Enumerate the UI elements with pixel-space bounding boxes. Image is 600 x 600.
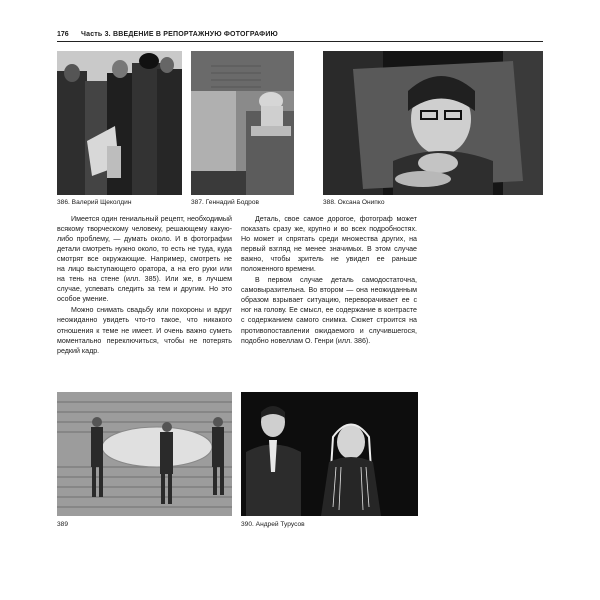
caption-388: 388. Оксана Онипко	[323, 199, 385, 206]
caption-387: 387. Геннадий Бодров	[191, 199, 259, 206]
text-column-right	[241, 214, 417, 346]
paragraph: Можно снимать свадьбу или похороны и вдруг неожиданно увидеть что-то такое, что никакого отношения к теме не имеет. И очень важно суметь моментально переключиться, чтобы не потерять редкий кадр.	[57, 306, 232, 355]
caption-386: 386. Валерий Щеколдин	[57, 199, 132, 206]
photo-386	[57, 51, 182, 195]
chapter-title: Часть 3. ВВЕДЕНИЕ В РЕПОРТАЖНУЮ ФОТОГРАФИЮ	[81, 31, 278, 38]
text-column-left	[57, 214, 232, 356]
photo-387	[191, 51, 294, 195]
paragraph: В первом случае деталь самодостаточна, самовыразительна. Во втором — она неожиданным образом взрывает ситуацию, переворачивает ее с ног на голову. Ее смысл, ее содержание в контрасте с содержанием самого снимка. Сюжет строится на противопоставлении ожидаемого и случившегося, подобно новеллам О. Генри (илл. 386).	[241, 276, 417, 345]
page-number: 176	[57, 31, 69, 38]
caption-390: 390. Андрей Турусов	[241, 521, 305, 528]
paragraph: Деталь, свое самое дорогое, фотограф может показать сразу же, крупно и во всех подробностях. Но может и спрятать среди множества других, на первый взгляд не менее значимых. В этом случае важно, чтобы зритель не увидел ее раньше положенного времени.	[241, 215, 417, 274]
header-rule	[57, 41, 543, 42]
photo-388	[323, 51, 543, 195]
photo-390	[241, 392, 418, 516]
caption-389: 389	[57, 521, 69, 528]
paragraph: Имеется один гениальный рецепт, необходимый всякому творческому человеку, решающему какую-либо проблему, — думать около. И в фотографии детали смотреть нужно около, то есть не туда, куда смотрят все окружающие. Например, смотреть не на лицо выступающего оратора, а на его руки или на тень на стене (илл. 385). Или же, в лучшем случае, успевать следить за тем и другим. Но это особое умение.	[57, 215, 232, 304]
photo-389	[57, 392, 232, 516]
